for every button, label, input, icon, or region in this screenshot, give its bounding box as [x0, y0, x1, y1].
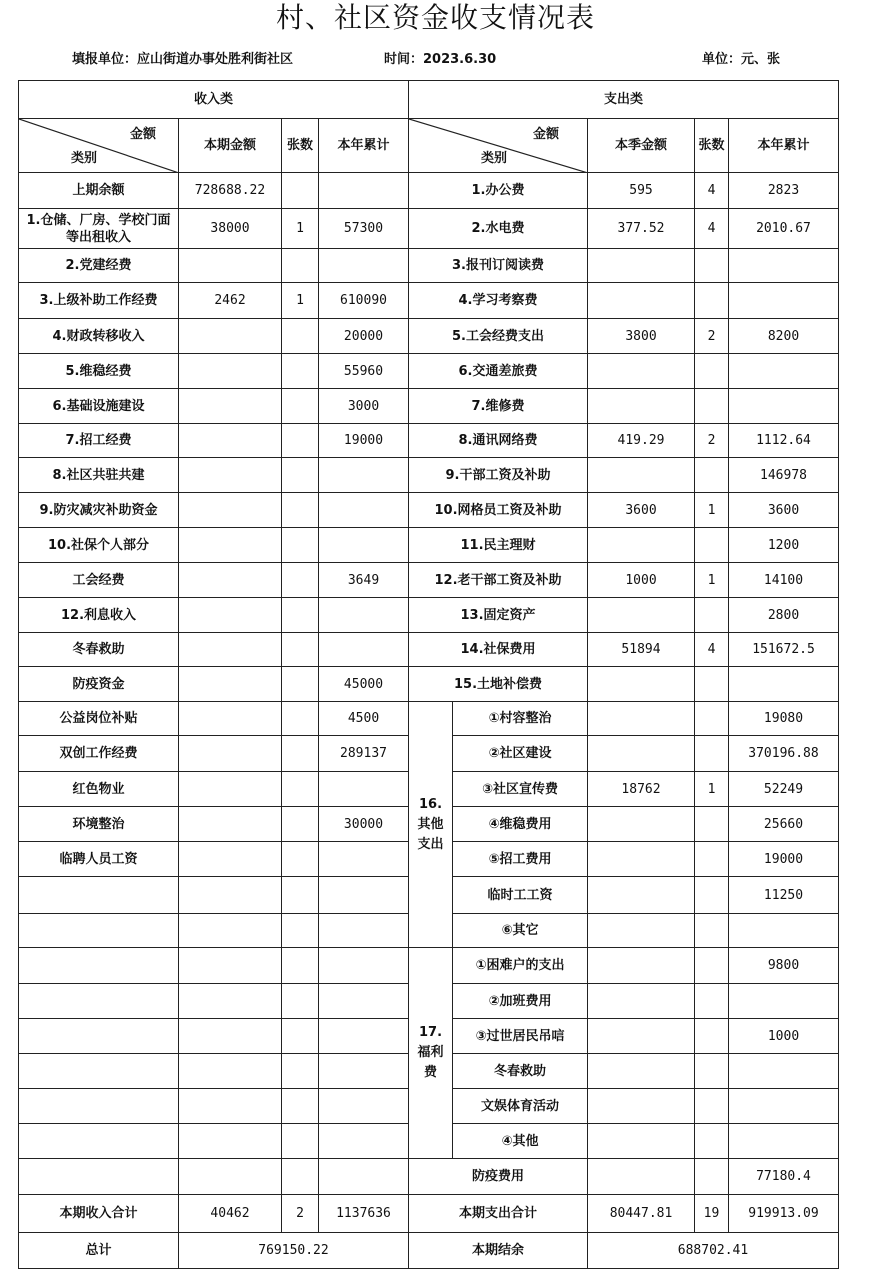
expense-ytd-amount: 19000 — [729, 842, 839, 877]
income-ytd-amount — [319, 984, 409, 1019]
group-other-expense — [409, 702, 453, 948]
expense-quarter-amount — [588, 736, 695, 772]
expense-quarter-amount — [588, 598, 695, 633]
expense-category-cell: 4.学习考察费 — [409, 283, 588, 319]
income-category-cell — [19, 1019, 179, 1054]
expense-section-header: 支出类 — [409, 81, 839, 119]
income-category-cell: 3.上级补助工作经费 — [19, 283, 179, 319]
income-ytd-header: 本年累计 — [319, 119, 409, 173]
expense-quarter-amount — [588, 354, 695, 389]
income-ytd-amount — [319, 772, 409, 807]
expense-receipt-count — [695, 389, 729, 424]
income-receipt-count — [282, 807, 319, 842]
column-header-row — [19, 119, 839, 173]
income-ytd-amount — [319, 914, 409, 948]
income-ytd-amount — [319, 633, 409, 667]
expense-quarter-amount — [588, 283, 695, 319]
income-period-amount — [179, 984, 282, 1019]
expense-quarter-amount: 1000 — [588, 563, 695, 598]
expense-receipt-count: 2 — [695, 424, 729, 458]
table-row — [19, 563, 839, 598]
expense-ytd-amount: 370196.88 — [729, 736, 839, 772]
expense-ytd-amount — [729, 389, 839, 424]
income-receipt-count — [282, 319, 319, 354]
expense-ytd-amount — [729, 984, 839, 1019]
expense-quarter-amount: 419.29 — [588, 424, 695, 458]
reporting-unit: 填报单位：应山街道办事处胜利街社区 — [72, 52, 294, 67]
income-receipt-count — [282, 1124, 319, 1159]
expense-category-cell: 2.水电费 — [409, 209, 588, 249]
expense-subcategory-cell: ①村容整治 — [453, 702, 588, 736]
amount-axis-label: 金额 — [129, 127, 156, 142]
expense-quarter-amount: 595 — [588, 173, 695, 209]
income-ytd-amount: 30000 — [319, 807, 409, 842]
expense-subcategory-cell: ③过世居民吊唁 — [453, 1019, 588, 1054]
income-ytd-amount — [319, 458, 409, 493]
expense-receipt-count — [695, 736, 729, 772]
income-category-cell: 公益岗位补贴 — [19, 702, 179, 736]
income-ytd-amount — [319, 1124, 409, 1159]
income-period-amount: 38000 — [179, 209, 282, 249]
income-receipt-count — [282, 563, 319, 598]
expense-ytd-amount — [729, 914, 839, 948]
expense-quarter-amount — [588, 1159, 695, 1195]
income-category-cell: 4.财政转移收入 — [19, 319, 179, 354]
expense-quarter-amount — [588, 458, 695, 493]
income-period-amount — [179, 1089, 282, 1124]
expense-receipt-count — [695, 528, 729, 563]
final-row — [19, 1233, 839, 1269]
expense-quarter-amount — [588, 842, 695, 877]
expense-receipt-count — [695, 914, 729, 948]
income-period-amount — [179, 493, 282, 528]
income-receipt-count — [282, 736, 319, 772]
balance-label: 本期结余 — [409, 1233, 588, 1269]
table-row — [19, 458, 839, 493]
income-category-cell: 9.防灾减灾补助资金 — [19, 493, 179, 528]
income-category-cell: 红色物业 — [19, 772, 179, 807]
expense-category-header — [409, 119, 588, 173]
income-ytd-amount: 20000 — [319, 319, 409, 354]
balance-value: 688702.41 — [588, 1233, 839, 1269]
expense-quarter-amount — [588, 807, 695, 842]
income-period-amount — [179, 877, 282, 914]
expense-ytd-amount — [729, 249, 839, 283]
income-receipt-count — [282, 493, 319, 528]
income-period-amount — [179, 914, 282, 948]
income-ytd-amount — [319, 249, 409, 283]
expense-receipt-count — [695, 1159, 729, 1195]
income-period-amount — [179, 702, 282, 736]
income-receipt-count — [282, 1089, 319, 1124]
income-count-header: 张数 — [282, 119, 319, 173]
expense-quarter-amount: 18762 — [588, 772, 695, 807]
income-receipt-count — [282, 914, 319, 948]
expense-quarter-amount — [588, 702, 695, 736]
income-category-cell — [19, 948, 179, 984]
income-ytd-amount — [319, 842, 409, 877]
income-period-amount — [179, 1124, 282, 1159]
expense-receipt-count — [695, 283, 729, 319]
expense-subcategory-cell: ⑥其它 — [453, 914, 588, 948]
income-receipt-count — [282, 424, 319, 458]
income-total-ytd: 1137636 — [319, 1195, 409, 1233]
expense-ytd-amount: 9800 — [729, 948, 839, 984]
expense-receipt-count — [695, 354, 729, 389]
expense-ytd-amount: 52249 — [729, 772, 839, 807]
income-period-amount — [179, 249, 282, 283]
expense-category-cell: 8.通讯网络费 — [409, 424, 588, 458]
income-ytd-amount: 45000 — [319, 667, 409, 702]
income-receipt-count — [282, 877, 319, 914]
income-category-cell: 工会经费 — [19, 563, 179, 598]
expense-receipt-count: 2 — [695, 319, 729, 354]
income-ytd-amount — [319, 1089, 409, 1124]
income-category-cell — [19, 1124, 179, 1159]
income-category-cell: 双创工作经费 — [19, 736, 179, 772]
expense-receipt-count — [695, 877, 729, 914]
category-axis-label: 类别 — [481, 151, 508, 166]
expense-quarter-amount — [588, 948, 695, 984]
totals-row — [19, 1195, 839, 1233]
income-period-amount — [179, 667, 282, 702]
expense-quarter-amount: 377.52 — [588, 209, 695, 249]
income-section-header: 收入类 — [19, 81, 409, 119]
expense-category-cell: 7.维修费 — [409, 389, 588, 424]
expense-receipt-count — [695, 984, 729, 1019]
expense-quarter-amount: 3600 — [588, 493, 695, 528]
expense-receipt-count — [695, 458, 729, 493]
income-period-amount — [179, 319, 282, 354]
grand-total-label: 总计 — [19, 1233, 179, 1269]
expense-receipt-count: 1 — [695, 563, 729, 598]
income-period-amount: 2462 — [179, 283, 282, 319]
income-ytd-amount: 3000 — [319, 389, 409, 424]
income-category-cell: 环境整治 — [19, 807, 179, 842]
income-period-amount — [179, 1054, 282, 1089]
group-label: 17.福利费 — [417, 1025, 444, 1080]
expense-total-ytd: 919913.09 — [729, 1195, 839, 1233]
expense-quarter-amount: 3800 — [588, 319, 695, 354]
table-row — [19, 1159, 839, 1195]
income-period-amount — [179, 807, 282, 842]
income-receipt-count — [282, 1019, 319, 1054]
income-category-cell: 临聘人员工资 — [19, 842, 179, 877]
income-period-amount — [179, 563, 282, 598]
income-period-amount — [179, 1159, 282, 1195]
expense-subcategory-cell: ②加班费用 — [453, 984, 588, 1019]
expense-ytd-amount: 1112.64 — [729, 424, 839, 458]
income-ytd-amount — [319, 528, 409, 563]
expense-receipt-count — [695, 807, 729, 842]
expense-receipt-count: 4 — [695, 633, 729, 667]
expense-category-cell: 14.社保费用 — [409, 633, 588, 667]
income-category-cell: 7.招工经费 — [19, 424, 179, 458]
expense-receipt-count — [695, 948, 729, 984]
income-total-label: 本期收入合计 — [19, 1195, 179, 1233]
income-period-amount — [179, 1019, 282, 1054]
category-axis-label: 类别 — [71, 151, 98, 166]
expense-total-amount: 80447.81 — [588, 1195, 695, 1233]
income-ytd-amount — [319, 877, 409, 914]
income-receipt-count — [282, 667, 319, 702]
income-receipt-count — [282, 389, 319, 424]
income-category-cell — [19, 1089, 179, 1124]
expense-receipt-count — [695, 1019, 729, 1054]
income-ytd-amount — [319, 493, 409, 528]
income-ytd-amount: 3649 — [319, 563, 409, 598]
income-period-amount: 728688.22 — [179, 173, 282, 209]
table-row — [19, 173, 839, 209]
group-welfare-expense — [409, 948, 453, 1159]
income-receipt-count — [282, 354, 319, 389]
income-category-cell: 冬春救助 — [19, 633, 179, 667]
expense-quarter-header: 本季金额 — [588, 119, 695, 173]
expense-ytd-amount — [729, 354, 839, 389]
expense-subcategory-cell: 冬春救助 — [453, 1054, 588, 1089]
expense-ytd-amount: 2800 — [729, 598, 839, 633]
income-receipt-count — [282, 948, 319, 984]
expense-subcategory-cell: ③社区宣传费 — [453, 772, 588, 807]
expense-subcategory-cell: 文娱体育活动 — [453, 1089, 588, 1124]
expense-ytd-amount: 146978 — [729, 458, 839, 493]
expense-ytd-header: 本年累计 — [729, 119, 839, 173]
income-ytd-amount: 4500 — [319, 702, 409, 736]
expense-total-label: 本期支出合计 — [409, 1195, 588, 1233]
income-ytd-amount — [319, 598, 409, 633]
expense-receipt-count — [695, 702, 729, 736]
income-ytd-amount — [319, 1054, 409, 1089]
income-category-cell — [19, 877, 179, 914]
expense-ytd-amount: 14100 — [729, 563, 839, 598]
expense-receipt-count — [695, 1089, 729, 1124]
income-ytd-amount: 289137 — [319, 736, 409, 772]
table-row — [19, 283, 839, 319]
income-receipt-count — [282, 1159, 319, 1195]
expense-ytd-amount: 1000 — [729, 1019, 839, 1054]
expense-receipt-count: 1 — [695, 493, 729, 528]
expense-category-cell: 10.网格员工资及补助 — [409, 493, 588, 528]
expense-quarter-amount: 51894 — [588, 633, 695, 667]
income-ytd-amount: 57300 — [319, 209, 409, 249]
expense-receipt-count — [695, 598, 729, 633]
income-ytd-amount — [319, 1159, 409, 1195]
expense-quarter-amount — [588, 1089, 695, 1124]
expense-ytd-amount: 151672.5 — [729, 633, 839, 667]
report-date: 时间：2023.6.30 — [384, 52, 497, 67]
income-period-amount — [179, 528, 282, 563]
expense-ytd-amount: 11250 — [729, 877, 839, 914]
income-ytd-amount: 610090 — [319, 283, 409, 319]
expense-quarter-amount — [588, 528, 695, 563]
expense-ytd-amount: 77180.4 — [729, 1159, 839, 1195]
expense-total-count: 19 — [695, 1195, 729, 1233]
income-category-cell — [19, 984, 179, 1019]
expense-ytd-amount: 8200 — [729, 319, 839, 354]
income-period-amount — [179, 424, 282, 458]
expense-subcategory-cell: ②社区建设 — [453, 736, 588, 772]
expense-ytd-amount — [729, 1124, 839, 1159]
expense-ytd-amount — [729, 283, 839, 319]
expense-category-cell: 防疫费用 — [409, 1159, 588, 1195]
expense-receipt-count: 1 — [695, 772, 729, 807]
expense-ytd-amount: 2823 — [729, 173, 839, 209]
expense-subcategory-cell: ①困难户的支出 — [453, 948, 588, 984]
income-category-cell: 2.党建经费 — [19, 249, 179, 283]
expense-ytd-amount: 1200 — [729, 528, 839, 563]
income-receipt-count — [282, 458, 319, 493]
income-receipt-count — [282, 984, 319, 1019]
expense-quarter-amount — [588, 984, 695, 1019]
expense-category-cell: 6.交通差旅费 — [409, 354, 588, 389]
expense-category-cell: 5.工会经费支出 — [409, 319, 588, 354]
income-receipt-count — [282, 528, 319, 563]
expense-quarter-amount — [588, 1019, 695, 1054]
income-receipt-count — [282, 702, 319, 736]
expense-quarter-amount — [588, 667, 695, 702]
expense-ytd-amount: 3600 — [729, 493, 839, 528]
table-row — [19, 667, 839, 702]
table-row — [19, 493, 839, 528]
income-receipt-count — [282, 772, 319, 807]
grand-total-value: 769150.22 — [179, 1233, 409, 1269]
income-receipt-count — [282, 173, 319, 209]
section-header-row — [19, 81, 839, 119]
income-category-cell: 5.维稳经费 — [19, 354, 179, 389]
expense-ytd-amount: 19080 — [729, 702, 839, 736]
income-receipt-count — [282, 249, 319, 283]
income-category-cell: 6.基础设施建设 — [19, 389, 179, 424]
income-receipt-count — [282, 842, 319, 877]
expense-category-cell: 1.办公费 — [409, 173, 588, 209]
expense-quarter-amount — [588, 914, 695, 948]
income-period-amount — [179, 458, 282, 493]
income-category-cell: 10.社保个人部分 — [19, 528, 179, 563]
expense-category-cell: 11.民主理财 — [409, 528, 588, 563]
income-period-amount — [179, 389, 282, 424]
income-receipt-count: 1 — [282, 283, 319, 319]
income-period-amount — [179, 948, 282, 984]
income-category-cell — [19, 1159, 179, 1195]
table-row — [19, 702, 839, 736]
income-total-amount: 40462 — [179, 1195, 282, 1233]
table-row — [19, 319, 839, 354]
expense-receipt-count — [695, 1124, 729, 1159]
expense-ytd-amount — [729, 1089, 839, 1124]
income-category-header — [19, 119, 179, 173]
expense-receipt-count: 4 — [695, 173, 729, 209]
expense-subcategory-cell: ⑤招工费用 — [453, 842, 588, 877]
expense-ytd-amount: 2010.67 — [729, 209, 839, 249]
expense-quarter-amount — [588, 389, 695, 424]
table-row — [19, 528, 839, 563]
income-ytd-amount: 19000 — [319, 424, 409, 458]
expense-category-cell: 12.老干部工资及补助 — [409, 563, 588, 598]
income-period-amount — [179, 354, 282, 389]
income-ytd-amount — [319, 948, 409, 984]
income-period-amount — [179, 598, 282, 633]
income-category-cell — [19, 914, 179, 948]
expense-quarter-amount — [588, 1124, 695, 1159]
expense-subcategory-cell: 临时工工资 — [453, 877, 588, 914]
income-period-amount — [179, 633, 282, 667]
expense-quarter-amount — [588, 877, 695, 914]
income-receipt-count: 1 — [282, 209, 319, 249]
income-period-amount — [179, 772, 282, 807]
income-receipt-count — [282, 598, 319, 633]
table-row — [19, 948, 839, 984]
income-ytd-amount: 55960 — [319, 354, 409, 389]
expense-receipt-count: 4 — [695, 209, 729, 249]
ledger-table — [18, 80, 839, 1269]
expense-receipt-count — [695, 249, 729, 283]
table-row — [19, 424, 839, 458]
expense-receipt-count — [695, 1054, 729, 1089]
table-row — [19, 249, 839, 283]
group-label: 16.其他支出 — [417, 796, 444, 852]
income-category-cell: 上期余额 — [19, 173, 179, 209]
table-row — [19, 354, 839, 389]
expense-category-cell: 13.固定资产 — [409, 598, 588, 633]
amount-axis-label: 金额 — [532, 127, 559, 142]
expense-count-header: 张数 — [695, 119, 729, 173]
income-period-amount — [179, 842, 282, 877]
expense-category-cell: 15.土地补偿费 — [409, 667, 588, 702]
table-row — [19, 633, 839, 667]
income-category-cell: 8.社区共驻共建 — [19, 458, 179, 493]
income-ytd-amount — [319, 1019, 409, 1054]
income-period-amount — [179, 736, 282, 772]
income-category-cell — [19, 1054, 179, 1089]
table-row — [19, 598, 839, 633]
income-receipt-count — [282, 633, 319, 667]
income-total-count: 2 — [282, 1195, 319, 1233]
income-receipt-count — [282, 1054, 319, 1089]
expense-receipt-count — [695, 842, 729, 877]
income-category-cell: 1.仓储、厂房、学校门面等出租收入 — [19, 209, 179, 249]
expense-quarter-amount — [588, 1054, 695, 1089]
expense-subcategory-cell: ④其他 — [453, 1124, 588, 1159]
expense-ytd-amount: 25660 — [729, 807, 839, 842]
income-period-header: 本期金额 — [179, 119, 282, 173]
expense-ytd-amount — [729, 1054, 839, 1089]
income-category-cell: 12.利息收入 — [19, 598, 179, 633]
expense-receipt-count — [695, 667, 729, 702]
table-row — [19, 389, 839, 424]
expense-ytd-amount — [729, 667, 839, 702]
table-row — [19, 209, 839, 249]
page-title: 村、社区资金收支情况表 — [275, 1, 595, 34]
expense-category-cell: 3.报刊订阅读费 — [409, 249, 588, 283]
income-ytd-amount — [319, 173, 409, 209]
expense-subcategory-cell: ④维稳费用 — [453, 807, 588, 842]
expense-quarter-amount — [588, 249, 695, 283]
currency-unit: 单位：元、张 — [702, 52, 781, 67]
expense-category-cell: 9.干部工资及补助 — [409, 458, 588, 493]
income-category-cell: 防疫资金 — [19, 667, 179, 702]
